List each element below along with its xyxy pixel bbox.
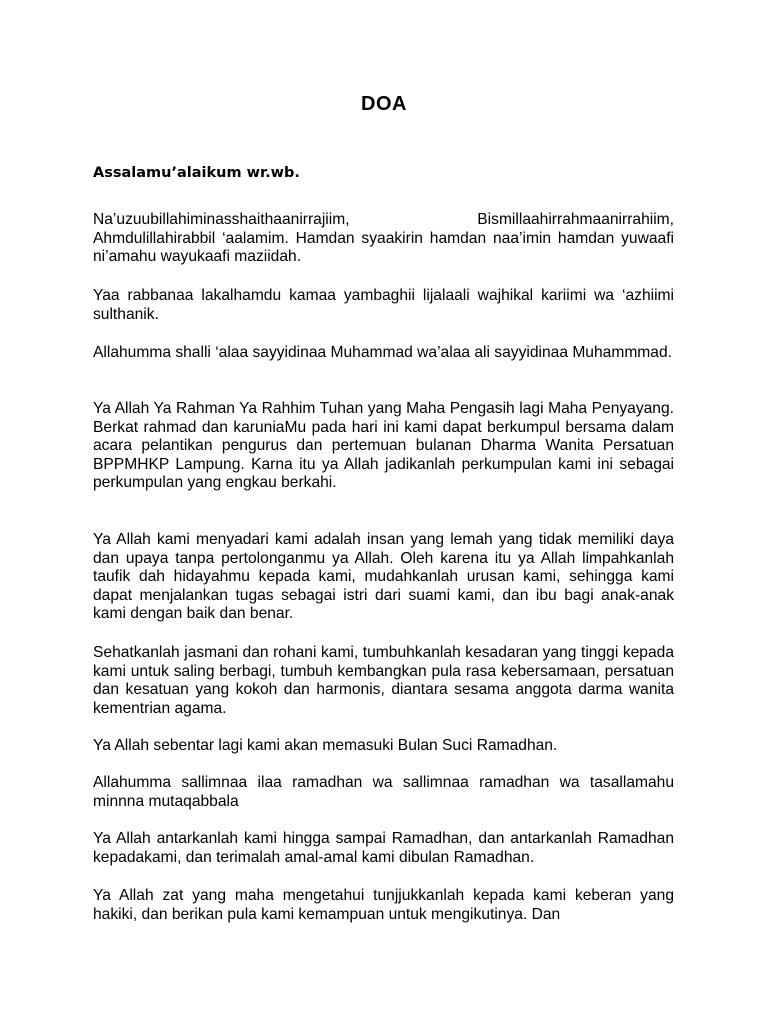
greeting: Assalamu’alaikum wr.wb. <box>93 165 300 181</box>
taawudz-text: Na’uzuubillahiminasshaithaanirrajiim, <box>93 211 350 228</box>
paragraph: Ya Allah sebentar lagi kami akan memasuki Bulan Suci Ramadhan. <box>93 737 558 754</box>
paragraph: Sehatkanlah jasmani dan rohani kami, tumbuhkanlah kesadaran yang tinggi kepada kami untuk saling berbagi, tumbuh kembangkan pula rasa kebersamaan, persatuan dan kesatuan yang kokoh dan harmonis, diantara sesama anggota darma wanita kementrian agama. <box>93 644 674 717</box>
paragraph: Ya Allah Ya Rahman Ya Rahhim Tuhan yang Maha Pengasih lagi Maha Penyayang. Berkat rahmad dan karuniaMu pada hari ini kami dapat berkumpul bersama dalam acara pelantikan pengurus dan pertemuan bulanan Dharma Wanita Persatuan BPPMHKP Lampung. Karna itu ya Allah jadikanlah perkumpulan kami ini sebagai perkumpulan yang engkau berkahi. <box>93 400 674 492</box>
paragraph: Ya Allah zat yang maha mengetahui tunjjukkanlah kepada kami keberan yang hakiki, dan berikan pula kami kemampuan untuk mengikutinya. Dan <box>93 887 674 923</box>
basmalah-text: Bismillaahirrahmaanirrahiim, <box>477 211 674 228</box>
opening-first-line <box>93 211 674 230</box>
opening-paragraph <box>93 211 674 267</box>
document-title: DOA <box>361 93 407 115</box>
hamdalah-text: Ahmdulillahirabbil ‘aalamim. Hamdan syaakirin hamdan naa’imin hamdan yuwaafi ni’amahu wayukaafi maziidah. <box>93 229 674 266</box>
paragraph: Ya Allah kami menyadari kami adalah insan yang lemah yang tidak memiliki daya dan upaya tanpa pertolonganmu ya Allah. Oleh karena itu ya Allah limpahkanlah taufik dah hidayahmu kepada kami, mudahkanlah urusan kami, sehingga kami dapat menjalankan tugas sebagai istri dari suami kami, dan ibu bagi anak-anak kami dengan baik dan benar. <box>93 531 674 623</box>
paragraph: Ya Allah antarkanlah kami hingga sampai Ramadhan, dan antarkanlah Ramadhan kepadakami, dan terimalah amal-amal kami dibulan Ramadhan. <box>93 830 674 866</box>
paragraph: Yaa rabbanaa lakalhamdu kamaa yambaghii lijalaali wajhikal kariimi wa ‘azhiimi sulthanik. <box>93 287 674 323</box>
paragraph: Allahumma shalli ‘alaa sayyidinaa Muhammad wa’alaa ali sayyidinaa Muhammmad. <box>93 344 672 361</box>
paragraph: Allahumma sallimnaa ilaa ramadhan wa sallimnaa ramadhan wa tasallamahu minnna mutaqabbala <box>93 774 674 810</box>
